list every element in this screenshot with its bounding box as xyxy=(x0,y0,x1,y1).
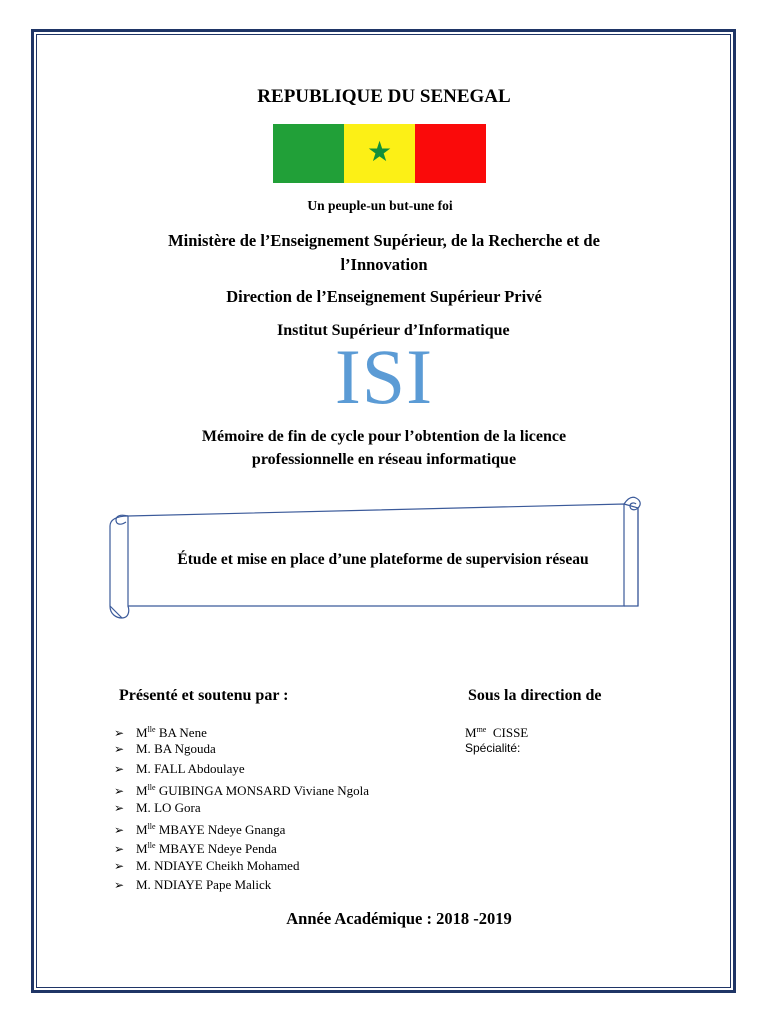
supervisor-title-sup: me xyxy=(476,725,487,734)
institute-name: Institut Supérieur d’Informatique xyxy=(277,322,510,339)
ministry-line-1: Ministère de l’Enseignement Supérieur, de la Recherche et de xyxy=(168,231,600,250)
presenter-title-sup: lle xyxy=(147,783,156,793)
supervisor-surname: CISSE xyxy=(492,725,529,740)
list-item xyxy=(114,720,369,739)
flag-yellow-band xyxy=(344,124,415,183)
senegal-flag xyxy=(273,124,486,183)
presenter-prefix: M. xyxy=(136,877,151,893)
ministry-line-2: l’Innovation xyxy=(340,255,428,274)
supervisor-specialty: Spécialité: xyxy=(465,741,521,755)
list-item xyxy=(114,836,369,855)
presenter-title-sup: lle xyxy=(147,725,156,734)
arrow-bullet-icon: ➢ xyxy=(114,858,125,873)
list-item xyxy=(114,778,369,797)
arrow-bullet-icon: ➢ xyxy=(114,822,125,837)
thesis-purpose-line-2: professionnelle en réseau informatique xyxy=(251,451,517,468)
presenter-name: BA Ngouda xyxy=(154,741,216,757)
presenter-name: NDIAYE Pape Malick xyxy=(154,877,272,893)
presenter-prefix: M xyxy=(136,841,148,857)
arrow-bullet-icon: ➢ xyxy=(114,761,125,776)
list-item xyxy=(114,739,369,758)
presenter-name: MBAYE Ndeye Gnanga xyxy=(158,821,286,837)
isi-logo: ISI xyxy=(334,333,434,420)
list-item xyxy=(114,817,369,836)
presenter-prefix: M. xyxy=(136,741,151,757)
presenter-prefix: M xyxy=(136,821,148,837)
presenter-name: LO Gora xyxy=(154,799,201,815)
presenter-prefix: M. xyxy=(136,760,151,776)
arrow-bullet-icon: ➢ xyxy=(114,800,125,815)
presenter-prefix: M xyxy=(136,783,148,799)
list-item xyxy=(114,759,369,778)
direction-name: Direction de l’Enseignement Supérieur Privé xyxy=(226,287,542,306)
flag-green-band xyxy=(273,124,344,183)
presenter-title-sup: lle xyxy=(147,841,156,851)
arrow-bullet-icon: ➢ xyxy=(114,742,125,757)
presenter-name: FALL Abdoulaye xyxy=(154,760,245,776)
thesis-purpose xyxy=(100,425,668,471)
academic-year: Année Académique : 2018 -2019 xyxy=(286,909,512,928)
national-motto: Un peuple-un but-une foi xyxy=(307,198,453,213)
presenter-title-sup: lle xyxy=(147,821,156,831)
arrow-bullet-icon: ➢ xyxy=(114,726,125,740)
list-item xyxy=(114,856,369,875)
supervisor-prefix: M xyxy=(465,725,477,740)
ministry-name xyxy=(100,229,668,277)
arrow-bullet-icon: ➢ xyxy=(114,784,125,799)
presenter-name: BA Nene xyxy=(158,725,207,740)
thesis-purpose-line-1: Mémoire de fin de cycle pour l’obtention de la licence xyxy=(201,428,567,445)
country-heading: REPUBLIQUE DU SENEGAL xyxy=(257,86,511,107)
presenter-prefix: M. xyxy=(136,857,151,873)
thesis-title: Étude et mise en place d’une plateforme de supervision réseau xyxy=(177,551,589,568)
supervision-heading: Sous la direction de xyxy=(468,687,602,704)
presenter-name: NDIAYE Cheikh Mohamed xyxy=(154,857,300,873)
presenter-prefix: M xyxy=(136,725,148,740)
presenter-list xyxy=(114,720,369,895)
arrow-bullet-icon: ➢ xyxy=(114,842,125,857)
presenter-prefix: M. xyxy=(136,799,151,815)
star-icon: ★ xyxy=(366,137,393,168)
list-item xyxy=(114,798,369,817)
presenter-name: MBAYE Ndeye Penda xyxy=(158,841,277,857)
arrow-bullet-icon: ➢ xyxy=(114,878,125,893)
flag-red-band xyxy=(415,124,486,183)
list-item xyxy=(114,875,369,894)
presenter-name: GUIBINGA MONSARD Viviane Ngola xyxy=(158,783,370,799)
presenters-heading: Présenté et soutenu par : xyxy=(119,687,289,704)
